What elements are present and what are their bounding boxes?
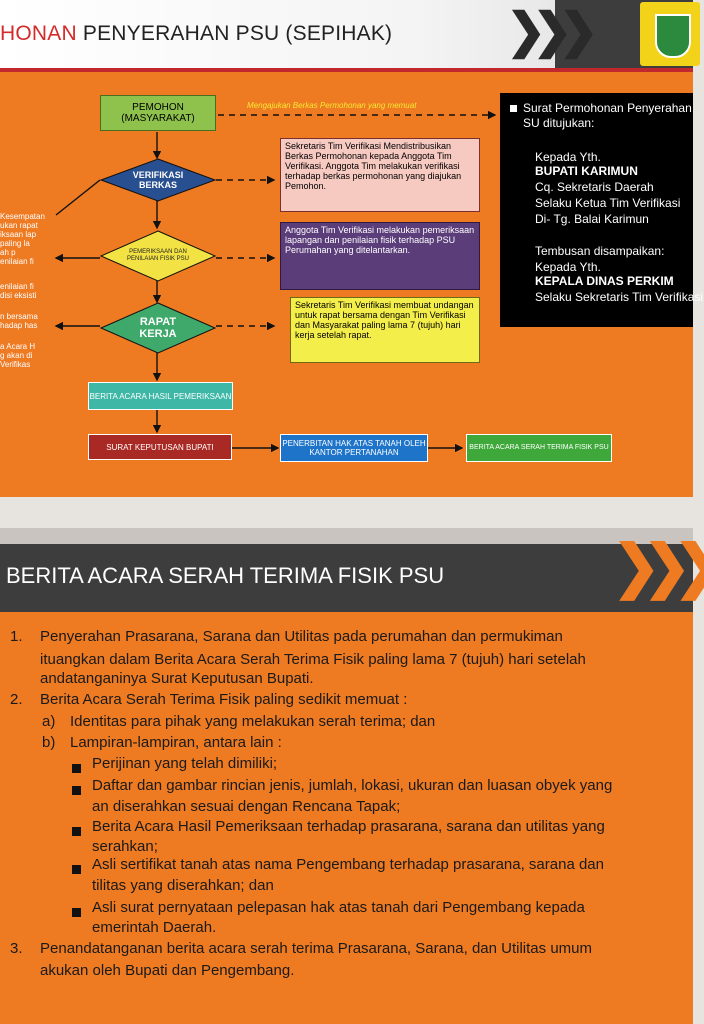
info-line-5: Cq. Sekretaris Daerah (535, 180, 654, 194)
section-separator (0, 528, 693, 544)
sekretaris-undangan-text: Sekretaris Tim Verifikasi membuat undangan untuk rapat bersama dengan Tim Verifikasi dan Masyarakat paling lama 7 (tujuh) hari kerja setelah rapat. (295, 300, 474, 340)
bullet-3-line-1: Berita Acara Hasil Pemeriksaan terhadap prasarana, sarana dan utilitas yang (92, 818, 605, 835)
sekretaris-undangan-box (290, 297, 480, 363)
bullet-3-line-2: serahkan; (92, 838, 158, 855)
anggota-pemeriksaan-box (280, 222, 480, 290)
sekretaris-distribusi-text: Sekretaris Tim Verifikasi Mendistribusikan Berkas Permohonan kepada Anggota Tim Verifikasi. Anggota Tim melakukan verifikasi terhadap berkas permohonan yang diajukan Pemohon. (285, 141, 462, 191)
bullet-2-line-2: an diserahkan sesuai dengan Rencana Tapak; (92, 798, 401, 815)
side-note: n bersama (0, 312, 38, 321)
penilaian-label: PEMERIKSAAN DAN PENILAIAN FISIK PSU (126, 249, 190, 262)
side-note: ukan rapat (0, 221, 38, 230)
item-3-number: 3. (10, 940, 23, 957)
item-1-line-3: andatanganinya Surat Keputusan Bupati. (40, 670, 314, 687)
item-1-line-2: ituangkan dalam Berita Acara Serah Terima Fisik paling lama 7 (tujuh) hari setelah (40, 651, 586, 668)
info-line-7: Di- Tg. Balai Karimun (535, 212, 649, 226)
bullet-4-line-1: Asli sertifikat tanah atas nama Pengembang terhadap prasarana, sarana dan (92, 856, 604, 873)
penerbitan-hak-label: PENERBITAN HAK ATAS TANAH OLEH KANTOR PERTANAHAN (282, 439, 426, 457)
berita-acara-pemeriksaan-box (88, 382, 233, 410)
side-note: g akan di (0, 351, 33, 360)
berita-acara-serah-terima-box (466, 434, 612, 462)
side-note: hadap has (0, 321, 38, 330)
bullet-2-line-1: Daftar dan gambar rincian jenis, jumlah, lokasi, ukuran dan luasan obyek yang (92, 777, 613, 794)
surat-permohonan-info-box (500, 93, 704, 327)
mengajukan-label: Mengajukan Berkas Permohonan yang memuat (247, 101, 417, 110)
sub-b-label: b) (42, 734, 56, 751)
berita-acara-serah-terima-label: BERITA ACARA SERAH TERIMA FISIK PSU (469, 444, 609, 451)
surat-keputusan-box (88, 434, 232, 460)
section2-title: BERITA ACARA SERAH TERIMA FISIK PSU (6, 563, 445, 588)
bullet-square-icon (72, 760, 81, 778)
pemohon-label: PEMOHON (MASYARAKAT) (121, 102, 195, 124)
item-1-line-1: Penyerahan Prasarana, Sarana dan Utilitas pada perumahan dan permukiman (40, 628, 563, 645)
item-2-number: 2. (10, 691, 23, 708)
info-line-2: SU ditujukan: (523, 116, 595, 130)
bullet-5-line-1: Asli surat pernyataan pelepasan hak atas tanah dari Pengembang kepada (92, 899, 585, 916)
chevron-arrows-icon: ❯❯❯ (506, 5, 585, 58)
item-3-line-1: Penandatanganan berita acara serah terima Prasarana, Sarana, dan Utilitas umum (40, 940, 592, 957)
side-note: disi eksisti (0, 291, 37, 300)
side-note: paling la (0, 239, 30, 248)
side-note: iksaan lap (0, 230, 37, 239)
verifikasi-label: VERIFIKASI BERKAS (132, 170, 184, 190)
bullet-square-icon (72, 782, 81, 800)
bullet-5-line-2: emerintah Daerah. (92, 919, 217, 936)
pemohon-box (100, 95, 216, 131)
surat-keputusan-label: SURAT KEPUTUSAN BUPATI (106, 442, 214, 452)
item-2-line-1: Berita Acara Serah Terima Fisik paling sedikit memuat : (40, 691, 408, 708)
info-line-10: KEPALA DINAS PERKIM (535, 274, 674, 288)
page-title: HONAN PENYERAHAN PSU (SEPIHAK) (0, 22, 393, 45)
left-notes-column (0, 212, 55, 369)
bullet-4-line-2: tilitas yang diserahkan; dan (92, 877, 274, 894)
bullet-square-icon (510, 105, 517, 112)
side-note: enilaian fi (0, 257, 34, 266)
side-note: enilaian fi (0, 282, 34, 291)
rapat-label: RAPAT KERJA (139, 316, 177, 340)
info-line-11: Selaku Sekretaris Tim Verifikasi (535, 290, 704, 304)
berita-acara-pemeriksaan-label: BERITA ACARA HASIL PEMERIKSAAN (89, 391, 232, 401)
bullet-1-line-1: Perijinan yang telah dimiliki; (92, 755, 278, 772)
side-note: a Acara H (0, 342, 36, 351)
info-line-4: BUPATI KARIMUN (535, 164, 638, 178)
sub-b-text: Lampiran-lampiran, antara lain : (70, 734, 282, 751)
item-1-number: 1. (10, 628, 23, 645)
bullet-square-icon (72, 823, 81, 841)
sub-a-text: Identitas para pihak yang melakukan serah terima; dan (70, 713, 436, 730)
item-3-line-2: akukan oleh Bupati dan Pengembang. (40, 962, 295, 979)
sekretaris-distribusi-box (280, 138, 480, 212)
info-line-3: Kepada Yth. (535, 150, 601, 164)
info-line-9: Kepada Yth. (535, 260, 601, 274)
chevron-arrows-icon: ❯❯❯ (612, 534, 704, 599)
info-line-6: Selaku Ketua Tim Verifikasi (535, 196, 681, 210)
sub-a-label: a) (42, 713, 56, 730)
info-line-8: Tembusan disampaikan: (535, 244, 665, 258)
info-line-1: Surat Permohonan Penyerahan (510, 101, 692, 115)
penerbitan-hak-box (280, 434, 428, 462)
side-note: Kesempatan (0, 212, 45, 221)
side-note: Verifikas (0, 360, 31, 369)
side-note: ah p (0, 248, 16, 257)
bullet-square-icon (72, 904, 81, 922)
bullet-square-icon (72, 861, 81, 879)
anggota-pemeriksaan-text: Anggota Tim Verifikasi melakukan pemeriksaan lapangan dan penilaian fisik terhadap PSU Perumahan yang ditelantarkan. (285, 225, 475, 255)
